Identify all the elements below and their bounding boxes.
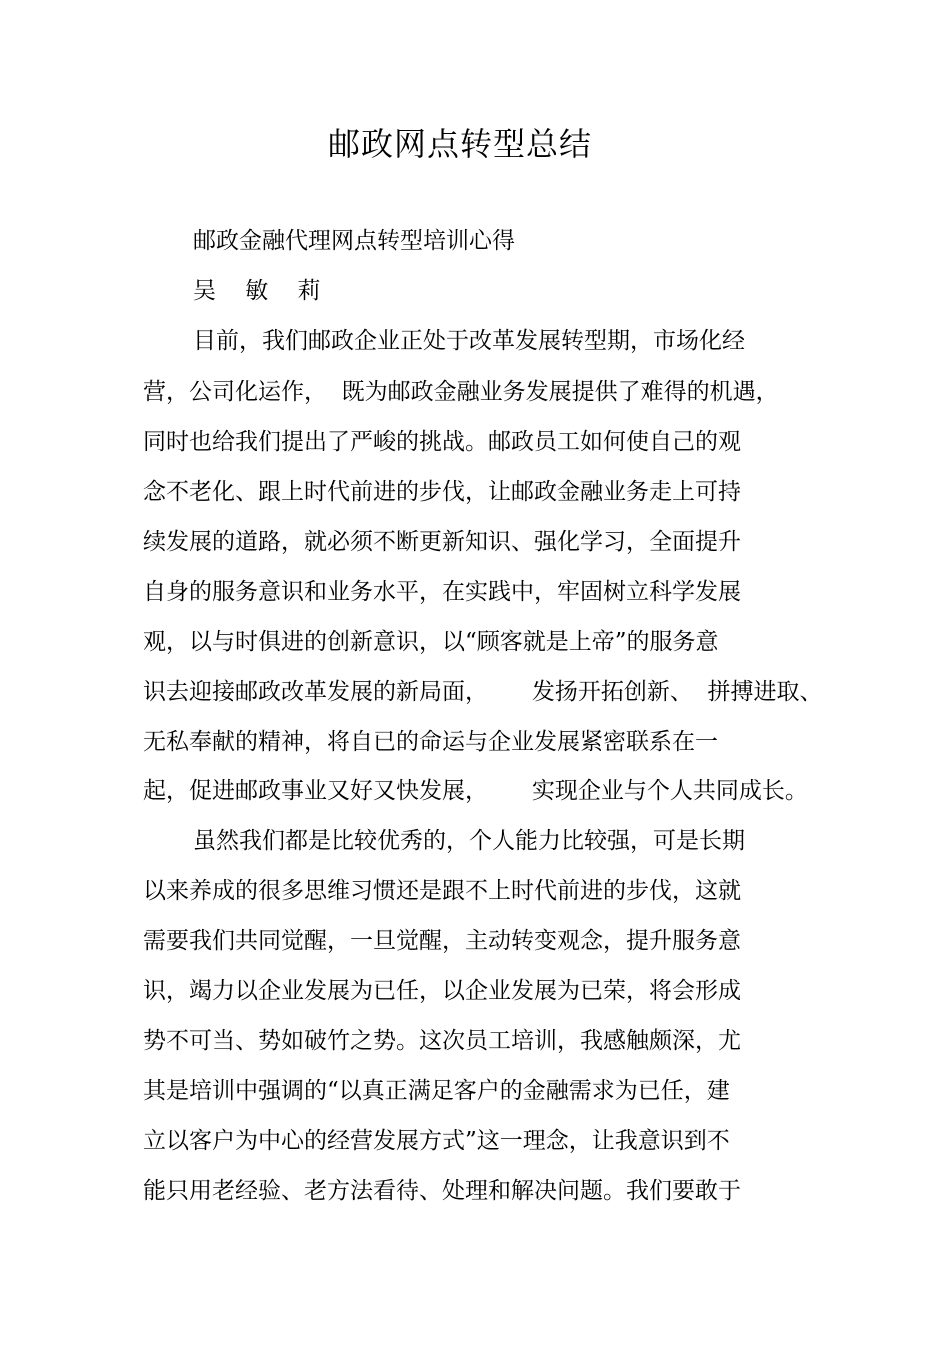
author-name: 吴 敏 莉: [193, 278, 321, 304]
body-line: 势不可当、势如破竹之势。这次员工培训，我感触颇深，尤: [143, 1028, 741, 1054]
body-line: 需要我们共同觉醒，一旦觉醒，主动转变观念，提升服务意: [143, 928, 741, 954]
body-line: 营，公司化运作， 既为邮政金融业务发展提供了难得的机遇，: [143, 379, 779, 405]
body-line: 无私奉献的精神，将自已的命运与企业发展紧密联系在一: [143, 729, 718, 755]
document-title: 邮政网点转型总结: [327, 125, 592, 163]
body-line: 续发展的道路，就必须不断更新知识、强化学习，全面提升: [143, 529, 741, 555]
document-subtitle: 邮政金融代理网点转型培训心得: [193, 228, 515, 254]
body-line: 目前，我们邮政企业正处于改革发展转型期，市场化经: [193, 328, 745, 354]
body-line: 识，竭力以企业发展为已任，以企业发展为已荣，将会形成: [143, 978, 741, 1004]
body-line: 其是培训中强调的“以真正满足客户的金融需求为已任，建: [143, 1078, 730, 1104]
body-line: 以来养成的很多思维习惯还是跟不上时代前进的步伐，这就: [143, 878, 741, 904]
body-line: 能只用老经验、老方法看待、处理和解决问题。我们要敢于: [143, 1178, 741, 1204]
body-line: 同时也给我们提出了严峻的挑战。邮政员工如何使自己的观: [143, 429, 741, 455]
body-line: 观，以与时俱进的创新意识，以“顾客就是上帝”的服务意: [143, 629, 719, 655]
body-line: 立以客户为中心的经营发展方式”这一理念，让我意识到不: [143, 1128, 730, 1154]
body-line: 念不老化、跟上时代前进的步伐，让邮政金融业务走上可持: [143, 479, 741, 505]
body-line: 虽然我们都是比较优秀的，个人能力比较强，可是长期: [193, 828, 745, 854]
body-line: 起，促进邮政事业又好又快发展， 实现企业与个人共同成长。: [143, 778, 808, 804]
body-line: 识去迎接邮政改革发展的新局面， 发扬开拓创新、 拼搏进取、: [143, 679, 823, 705]
body-line: 自身的服务意识和业务水平，在实践中，牢固树立科学发展: [143, 579, 741, 605]
